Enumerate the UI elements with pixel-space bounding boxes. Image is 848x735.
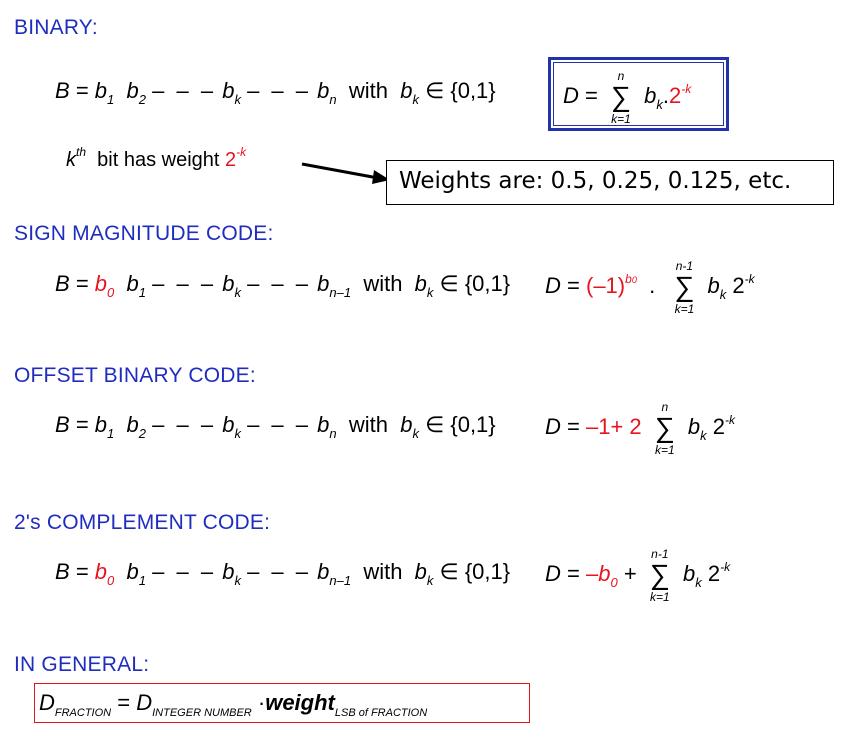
offset-binary-heading: OFFSET BINARY CODE: [14, 364, 256, 387]
general-formula-box [34, 683, 530, 723]
binary-d-formula-box: D = n ∑ k=1 $b_k.2^{-k}$ [548, 57, 729, 131]
sign-magnitude-b-formula: $B = b_0$ $b_1$ – – – $b_k$ – – – $b_{n-1}$ with $b_k$ ∈ {0,1} [55, 271, 511, 300]
arrow-icon [300, 158, 392, 186]
offset-binary-d-formula: D = –1+ 2 n ∑ k=1 $b_k$ $2^{-k}$ [545, 400, 736, 457]
weights-callout-box [386, 160, 834, 205]
sign-magnitude-d-formula: $D = (-1)^{b0}$ . n-1 ∑ k=1 $b_k$ $2^{-k}$ [545, 259, 755, 316]
twos-complement-heading: 2's COMPLEMENT CODE: [14, 511, 271, 534]
weights-callout-text: Weights are: 0.5, 0.25, 0.125, etc. [399, 168, 792, 194]
sum-symbol: n ∑ k=1 [611, 69, 631, 126]
binary-heading: BINARY: [14, 16, 98, 39]
offset-binary-b-formula: $B = b_1$ $b_2$ – – – $b_k$ – – – $b_n$ with $b_k$ ∈ {0,1} [55, 412, 496, 441]
binary-b-formula: $B = b_1$ $b_2$ – – – $b_k$ – – – $b_n$ with $b_k$ ∈ {0,1} [55, 78, 496, 107]
kth-bit-weight-text: $k^{th}$ bit has weight $2^{-k}$ [66, 145, 247, 171]
twos-complement-d-formula: $D = -b_0$ + n-1 ∑ k=1 $b_k$ $2^{-k}$ [545, 547, 731, 604]
sign-magnitude-heading: SIGN MAGNITUDE CODE: [14, 222, 274, 245]
general-formula: $D_{FRACTION} = D_{INTEGER NUMBER}$ ·weight$_{LSB of FRACTION}$ [39, 690, 428, 719]
twos-complement-b-formula: $B = b_0$ $b_1$ – – – $b_k$ – – – $b_{n-1}$ with $b_k$ ∈ {0,1} [55, 559, 511, 588]
in-general-heading: IN GENERAL: [14, 653, 150, 676]
sum-symbol: n-1 ∑ k=1 [674, 259, 695, 316]
sum-symbol: n-1 ∑ k=1 [649, 547, 670, 604]
sum-symbol: n ∑ k=1 [654, 400, 675, 457]
